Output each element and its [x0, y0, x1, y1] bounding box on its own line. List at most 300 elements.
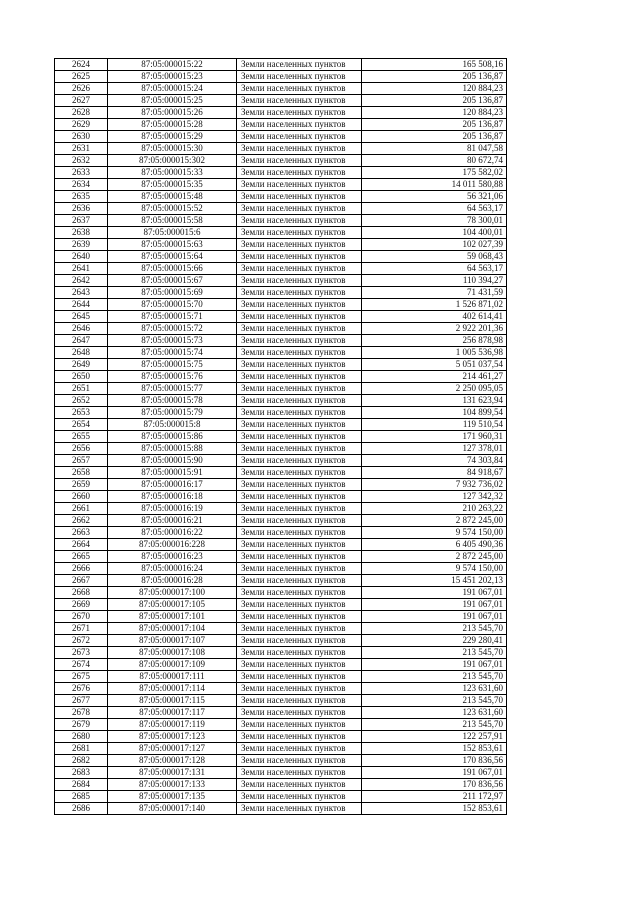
cadastral-value-cell: 402 614,41	[362, 311, 507, 323]
row-number-cell: 2657	[55, 455, 108, 467]
table-row	[55, 323, 507, 335]
table-row	[55, 599, 507, 611]
row-number-cell: 2664	[55, 539, 108, 551]
table-row	[55, 227, 507, 239]
cadastral-number-cell: 87:05:000017:104	[108, 623, 237, 635]
land-category-cell: Земли населенных пунктов	[237, 515, 362, 527]
cadastral-number-cell: 87:05:000015:77	[108, 383, 237, 395]
cadastral-number-cell: 87:05:000015:302	[108, 155, 237, 167]
land-category-cell: Земли населенных пунктов	[237, 599, 362, 611]
row-number-cell: 2634	[55, 179, 108, 191]
table-row	[55, 383, 507, 395]
cadastral-value-cell: 205 136,87	[362, 95, 507, 107]
row-number-cell: 2679	[55, 719, 108, 731]
row-number-cell: 2644	[55, 299, 108, 311]
row-number-cell: 2678	[55, 707, 108, 719]
cadastral-value-cell: 191 067,01	[362, 587, 507, 599]
row-number-cell: 2684	[55, 779, 108, 791]
cadastral-value-cell: 81 047,58	[362, 143, 507, 155]
table-row	[55, 707, 507, 719]
row-number-cell: 2661	[55, 503, 108, 515]
cadastral-number-cell: 87:05:000016:28	[108, 575, 237, 587]
cadastral-value-cell: 2 872 245,00	[362, 515, 507, 527]
land-category-cell: Земли населенных пунктов	[237, 671, 362, 683]
row-number-cell: 2658	[55, 467, 108, 479]
cadastral-number-cell: 87:05:000015:22	[108, 59, 237, 71]
cadastral-value-cell: 14 011 580,88	[362, 179, 507, 191]
land-category-cell: Земли населенных пунктов	[237, 239, 362, 251]
cadastral-value-cell: 110 394,27	[362, 275, 507, 287]
table-row	[55, 587, 507, 599]
cadastral-value-cell: 119 510,54	[362, 419, 507, 431]
land-category-cell: Земли населенных пунктов	[237, 59, 362, 71]
table-row	[55, 479, 507, 491]
table-row	[55, 239, 507, 251]
row-number-cell: 2666	[55, 563, 108, 575]
row-number-cell: 2669	[55, 599, 108, 611]
cadastral-value-cell: 104 400,01	[362, 227, 507, 239]
table-row	[55, 695, 507, 707]
table-row	[55, 107, 507, 119]
cadastral-number-cell: 87:05:000015:8	[108, 419, 237, 431]
row-number-cell: 2683	[55, 767, 108, 779]
land-category-cell: Земли населенных пунктов	[237, 767, 362, 779]
land-category-cell: Земли населенных пунктов	[237, 647, 362, 659]
row-number-cell: 2633	[55, 167, 108, 179]
cadastral-number-cell: 87:05:000015:86	[108, 431, 237, 443]
row-number-cell: 2627	[55, 95, 108, 107]
row-number-cell: 2682	[55, 755, 108, 767]
land-category-cell: Земли населенных пунктов	[237, 311, 362, 323]
table-row	[55, 659, 507, 671]
row-number-cell: 2646	[55, 323, 108, 335]
table-row	[55, 515, 507, 527]
land-category-cell: Земли населенных пунктов	[237, 251, 362, 263]
row-number-cell: 2670	[55, 611, 108, 623]
land-category-cell: Земли населенных пунктов	[237, 683, 362, 695]
cadastral-value-cell: 122 257,91	[362, 731, 507, 743]
cadastral-number-cell: 87:05:000015:29	[108, 131, 237, 143]
land-category-cell: Земли населенных пунктов	[237, 263, 362, 275]
row-number-cell: 2653	[55, 407, 108, 419]
cadastral-number-cell: 87:05:000015:76	[108, 371, 237, 383]
cadastral-number-cell: 87:05:000015:67	[108, 275, 237, 287]
row-number-cell: 2672	[55, 635, 108, 647]
cadastral-value-cell: 120 884,23	[362, 83, 507, 95]
cadastral-value-cell: 2 250 095,05	[362, 383, 507, 395]
land-category-cell: Земли населенных пунктов	[237, 791, 362, 803]
table-row	[55, 155, 507, 167]
land-category-cell: Земли населенных пунктов	[237, 83, 362, 95]
land-category-cell: Земли населенных пунктов	[237, 803, 362, 815]
row-number-cell: 2650	[55, 371, 108, 383]
table-row	[55, 455, 507, 467]
table-row	[55, 491, 507, 503]
cadastral-number-cell: 87:05:000015:73	[108, 335, 237, 347]
row-number-cell: 2636	[55, 203, 108, 215]
table-row	[55, 467, 507, 479]
cadastral-value-cell: 170 836,56	[362, 755, 507, 767]
cadastral-number-cell: 87:05:000016:228	[108, 539, 237, 551]
cadastral-value-cell: 71 431,59	[362, 287, 507, 299]
land-category-cell: Земли населенных пунктов	[237, 539, 362, 551]
cadastral-number-cell: 87:05:000017:117	[108, 707, 237, 719]
cadastral-value-cell: 170 836,56	[362, 779, 507, 791]
cadastral-value-cell: 1 526 871,02	[362, 299, 507, 311]
row-number-cell: 2631	[55, 143, 108, 155]
cadastral-value-cell: 191 067,01	[362, 659, 507, 671]
cadastral-number-cell: 87:05:000017:107	[108, 635, 237, 647]
cadastral-number-cell: 87:05:000015:71	[108, 311, 237, 323]
land-category-cell: Земли населенных пунктов	[237, 575, 362, 587]
land-category-cell: Земли населенных пунктов	[237, 143, 362, 155]
cadastral-value-cell: 152 853,61	[362, 743, 507, 755]
cadastral-number-cell: 87:05:000015:28	[108, 119, 237, 131]
land-category-cell: Земли населенных пунктов	[237, 443, 362, 455]
table-row	[55, 791, 507, 803]
table-row	[55, 755, 507, 767]
table-row	[55, 623, 507, 635]
cadastral-number-cell: 87:05:000017:100	[108, 587, 237, 599]
row-number-cell: 2677	[55, 695, 108, 707]
cadastral-value-cell: 80 672,74	[362, 155, 507, 167]
land-category-cell: Земли населенных пунктов	[237, 731, 362, 743]
table-row	[55, 419, 507, 431]
table-row	[55, 539, 507, 551]
cadastral-number-cell: 87:05:000017:135	[108, 791, 237, 803]
cadastral-number-cell: 87:05:000015:30	[108, 143, 237, 155]
land-category-cell: Земли населенных пунктов	[237, 359, 362, 371]
table-row	[55, 119, 507, 131]
cadastral-number-cell: 87:05:000015:33	[108, 167, 237, 179]
land-category-cell: Земли населенных пунктов	[237, 635, 362, 647]
cadastral-number-cell: 87:05:000017:101	[108, 611, 237, 623]
table-row	[55, 611, 507, 623]
row-number-cell: 2685	[55, 791, 108, 803]
cadastral-value-cell: 171 960,31	[362, 431, 507, 443]
land-category-cell: Земли населенных пунктов	[237, 563, 362, 575]
land-category-cell: Земли населенных пунктов	[237, 107, 362, 119]
land-category-cell: Земли населенных пунктов	[237, 371, 362, 383]
row-number-cell: 2656	[55, 443, 108, 455]
cadastral-value-cell: 127 378,01	[362, 443, 507, 455]
cadastral-number-cell: 87:05:000015:72	[108, 323, 237, 335]
land-category-cell: Земли населенных пунктов	[237, 491, 362, 503]
row-number-cell: 2640	[55, 251, 108, 263]
table-row	[55, 311, 507, 323]
table-row	[55, 803, 507, 815]
row-number-cell: 2652	[55, 395, 108, 407]
cadastral-value-cell: 1 005 536,98	[362, 347, 507, 359]
table-row	[55, 431, 507, 443]
land-category-cell: Земли населенных пунктов	[237, 479, 362, 491]
land-category-cell: Земли населенных пунктов	[237, 407, 362, 419]
cadastral-number-cell: 87:05:000015:88	[108, 443, 237, 455]
cadastral-value-cell: 213 545,70	[362, 695, 507, 707]
table-row	[55, 779, 507, 791]
row-number-cell: 2648	[55, 347, 108, 359]
row-number-cell: 2625	[55, 71, 108, 83]
row-number-cell: 2680	[55, 731, 108, 743]
cadastral-number-cell: 87:05:000015:70	[108, 299, 237, 311]
table-row	[55, 335, 507, 347]
cadastral-number-cell: 87:05:000017:109	[108, 659, 237, 671]
land-category-cell: Земли населенных пунктов	[237, 719, 362, 731]
row-number-cell: 2643	[55, 287, 108, 299]
cadastral-number-cell: 87:05:000015:23	[108, 71, 237, 83]
land-category-cell: Земли населенных пунктов	[237, 395, 362, 407]
land-category-cell: Земли населенных пунктов	[237, 659, 362, 671]
cadastral-value-cell: 214 461,27	[362, 371, 507, 383]
table-row	[55, 563, 507, 575]
row-number-cell: 2686	[55, 803, 108, 815]
table-row	[55, 551, 507, 563]
cadastral-number-cell: 87:05:000016:18	[108, 491, 237, 503]
cadastral-number-cell: 87:05:000015:58	[108, 215, 237, 227]
cadastral-number-cell: 87:05:000015:24	[108, 83, 237, 95]
land-category-cell: Земли населенных пунктов	[237, 227, 362, 239]
land-category-cell: Земли населенных пунктов	[237, 155, 362, 167]
table-row	[55, 359, 507, 371]
cadastral-number-cell: 87:05:000017:131	[108, 767, 237, 779]
cadastral-number-cell: 87:05:000017:114	[108, 683, 237, 695]
row-number-cell: 2674	[55, 659, 108, 671]
cadastral-value-cell: 78 300,01	[362, 215, 507, 227]
row-number-cell: 2639	[55, 239, 108, 251]
cadastral-number-cell: 87:05:000015:66	[108, 263, 237, 275]
cadastral-number-cell: 87:05:000015:26	[108, 107, 237, 119]
cadastral-number-cell: 87:05:000015:79	[108, 407, 237, 419]
cadastral-value-cell: 152 853,61	[362, 803, 507, 815]
land-category-cell: Земли населенных пунктов	[237, 431, 362, 443]
cadastral-value-cell: 6 405 490,36	[362, 539, 507, 551]
land-category-cell: Земли населенных пунктов	[237, 287, 362, 299]
table-row	[55, 731, 507, 743]
row-number-cell: 2629	[55, 119, 108, 131]
land-category-cell: Земли населенных пунктов	[237, 587, 362, 599]
land-category-cell: Земли населенных пунктов	[237, 275, 362, 287]
cadastral-number-cell: 87:05:000017:128	[108, 755, 237, 767]
table-row	[55, 203, 507, 215]
table-row	[55, 527, 507, 539]
cadastral-value-cell: 205 136,87	[362, 119, 507, 131]
cadastral-number-cell: 87:05:000017:115	[108, 695, 237, 707]
cadastral-number-cell: 87:05:000015:63	[108, 239, 237, 251]
row-number-cell: 2667	[55, 575, 108, 587]
cadastral-number-cell: 87:05:000015:48	[108, 191, 237, 203]
cadastral-value-cell: 191 067,01	[362, 611, 507, 623]
cadastral-value-cell: 104 899,54	[362, 407, 507, 419]
cadastral-number-cell: 87:05:000016:22	[108, 527, 237, 539]
land-category-cell: Земли населенных пунктов	[237, 131, 362, 143]
cadastral-value-cell: 5 051 037,54	[362, 359, 507, 371]
row-number-cell: 2675	[55, 671, 108, 683]
table-row	[55, 143, 507, 155]
cadastral-number-cell: 87:05:000016:23	[108, 551, 237, 563]
land-category-cell: Земли населенных пунктов	[237, 179, 362, 191]
cadastral-value-cell: 123 631,60	[362, 683, 507, 695]
cadastral-value-cell: 165 508,16	[362, 59, 507, 71]
cadastral-table-body	[55, 59, 507, 815]
table-row	[55, 71, 507, 83]
table-row	[55, 167, 507, 179]
table-row	[55, 395, 507, 407]
row-number-cell: 2681	[55, 743, 108, 755]
row-number-cell: 2671	[55, 623, 108, 635]
table-row	[55, 347, 507, 359]
row-number-cell: 2663	[55, 527, 108, 539]
land-category-cell: Земли населенных пунктов	[237, 743, 362, 755]
land-category-cell: Земли населенных пунктов	[237, 119, 362, 131]
row-number-cell: 2626	[55, 83, 108, 95]
cadastral-value-cell: 64 563,17	[362, 263, 507, 275]
table-row	[55, 275, 507, 287]
land-category-cell: Земли населенных пунктов	[237, 71, 362, 83]
land-category-cell: Земли населенных пунктов	[237, 551, 362, 563]
row-number-cell: 2676	[55, 683, 108, 695]
table-row	[55, 263, 507, 275]
table-row	[55, 371, 507, 383]
table-row	[55, 647, 507, 659]
land-category-cell: Земли населенных пунктов	[237, 467, 362, 479]
cadastral-value-cell: 15 451 202,13	[362, 575, 507, 587]
cadastral-number-cell: 87:05:000015:78	[108, 395, 237, 407]
row-number-cell: 2624	[55, 59, 108, 71]
table-row	[55, 215, 507, 227]
land-category-cell: Земли населенных пунктов	[237, 623, 362, 635]
row-number-cell: 2637	[55, 215, 108, 227]
cadastral-value-cell: 205 136,87	[362, 71, 507, 83]
cadastral-number-cell: 87:05:000017:111	[108, 671, 237, 683]
cadastral-number-cell: 87:05:000016:21	[108, 515, 237, 527]
table-row	[55, 191, 507, 203]
row-number-cell: 2647	[55, 335, 108, 347]
land-category-cell: Земли населенных пунктов	[237, 347, 362, 359]
land-category-cell: Земли населенных пунктов	[237, 95, 362, 107]
table-row	[55, 59, 507, 71]
land-category-cell: Земли населенных пунктов	[237, 383, 362, 395]
cadastral-number-cell: 87:05:000017:127	[108, 743, 237, 755]
cadastral-number-cell: 87:05:000015:69	[108, 287, 237, 299]
cadastral-number-cell: 87:05:000017:119	[108, 719, 237, 731]
cadastral-number-cell: 87:05:000017:133	[108, 779, 237, 791]
table-row	[55, 287, 507, 299]
cadastral-value-cell: 213 545,70	[362, 671, 507, 683]
row-number-cell: 2632	[55, 155, 108, 167]
row-number-cell: 2635	[55, 191, 108, 203]
row-number-cell: 2673	[55, 647, 108, 659]
land-category-cell: Земли населенных пунктов	[237, 335, 362, 347]
row-number-cell: 2628	[55, 107, 108, 119]
row-number-cell: 2649	[55, 359, 108, 371]
land-category-cell: Земли населенных пунктов	[237, 203, 362, 215]
cadastral-value-cell: 191 067,01	[362, 767, 507, 779]
row-number-cell: 2641	[55, 263, 108, 275]
cadastral-table	[54, 58, 507, 815]
cadastral-value-cell: 175 582,02	[362, 167, 507, 179]
table-row	[55, 671, 507, 683]
land-category-cell: Земли населенных пунктов	[237, 323, 362, 335]
cadastral-number-cell: 87:05:000017:140	[108, 803, 237, 815]
cadastral-value-cell: 213 545,70	[362, 719, 507, 731]
cadastral-number-cell: 87:05:000015:90	[108, 455, 237, 467]
row-number-cell: 2665	[55, 551, 108, 563]
cadastral-value-cell: 123 631,60	[362, 707, 507, 719]
cadastral-value-cell: 131 623,94	[362, 395, 507, 407]
land-category-cell: Земли населенных пунктов	[237, 419, 362, 431]
cadastral-value-cell: 191 067,01	[362, 599, 507, 611]
cadastral-number-cell: 87:05:000016:17	[108, 479, 237, 491]
land-category-cell: Земли населенных пунктов	[237, 215, 362, 227]
table-row	[55, 299, 507, 311]
cadastral-number-cell: 87:05:000016:19	[108, 503, 237, 515]
row-number-cell: 2638	[55, 227, 108, 239]
cadastral-value-cell: 210 263,22	[362, 503, 507, 515]
row-number-cell: 2668	[55, 587, 108, 599]
land-category-cell: Земли населенных пунктов	[237, 503, 362, 515]
table-row	[55, 683, 507, 695]
cadastral-number-cell: 87:05:000015:64	[108, 251, 237, 263]
cadastral-value-cell: 127 342,32	[362, 491, 507, 503]
cadastral-value-cell: 7 932 736,02	[362, 479, 507, 491]
cadastral-value-cell: 2 872 245,00	[362, 551, 507, 563]
row-number-cell: 2662	[55, 515, 108, 527]
row-number-cell: 2642	[55, 275, 108, 287]
land-category-cell: Земли населенных пунктов	[237, 299, 362, 311]
table-row	[55, 767, 507, 779]
table-row	[55, 179, 507, 191]
row-number-cell: 2655	[55, 431, 108, 443]
cadastral-number-cell: 87:05:000015:74	[108, 347, 237, 359]
cadastral-value-cell: 2 922 201,36	[362, 323, 507, 335]
cadastral-value-cell: 213 545,70	[362, 647, 507, 659]
row-number-cell: 2654	[55, 419, 108, 431]
cadastral-value-cell: 205 136,87	[362, 131, 507, 143]
cadastral-value-cell: 229 280,41	[362, 635, 507, 647]
land-category-cell: Земли населенных пунктов	[237, 695, 362, 707]
row-number-cell: 2659	[55, 479, 108, 491]
cadastral-number-cell: 87:05:000015:52	[108, 203, 237, 215]
table-row	[55, 503, 507, 515]
cadastral-value-cell: 84 918,67	[362, 467, 507, 479]
cadastral-value-cell: 9 574 150,00	[362, 527, 507, 539]
cadastral-value-cell: 211 172,97	[362, 791, 507, 803]
row-number-cell: 2660	[55, 491, 108, 503]
cadastral-value-cell: 213 545,70	[362, 623, 507, 635]
table-row	[55, 251, 507, 263]
cadastral-number-cell: 87:05:000017:108	[108, 647, 237, 659]
land-category-cell: Земли населенных пунктов	[237, 527, 362, 539]
cadastral-number-cell: 87:05:000015:35	[108, 179, 237, 191]
row-number-cell: 2645	[55, 311, 108, 323]
cadastral-value-cell: 59 068,43	[362, 251, 507, 263]
cadastral-number-cell: 87:05:000016:24	[108, 563, 237, 575]
table-row	[55, 443, 507, 455]
cadastral-value-cell: 56 321,06	[362, 191, 507, 203]
table-row	[55, 95, 507, 107]
table-row	[55, 407, 507, 419]
land-category-cell: Земли населенных пунктов	[237, 755, 362, 767]
table-row	[55, 131, 507, 143]
cadastral-value-cell: 120 884,23	[362, 107, 507, 119]
cadastral-number-cell: 87:05:000015:6	[108, 227, 237, 239]
cadastral-value-cell: 9 574 150,00	[362, 563, 507, 575]
cadastral-value-cell: 74 303,84	[362, 455, 507, 467]
row-number-cell: 2651	[55, 383, 108, 395]
land-category-cell: Земли населенных пунктов	[237, 167, 362, 179]
cadastral-value-cell: 102 027,39	[362, 239, 507, 251]
land-category-cell: Земли населенных пунктов	[237, 707, 362, 719]
